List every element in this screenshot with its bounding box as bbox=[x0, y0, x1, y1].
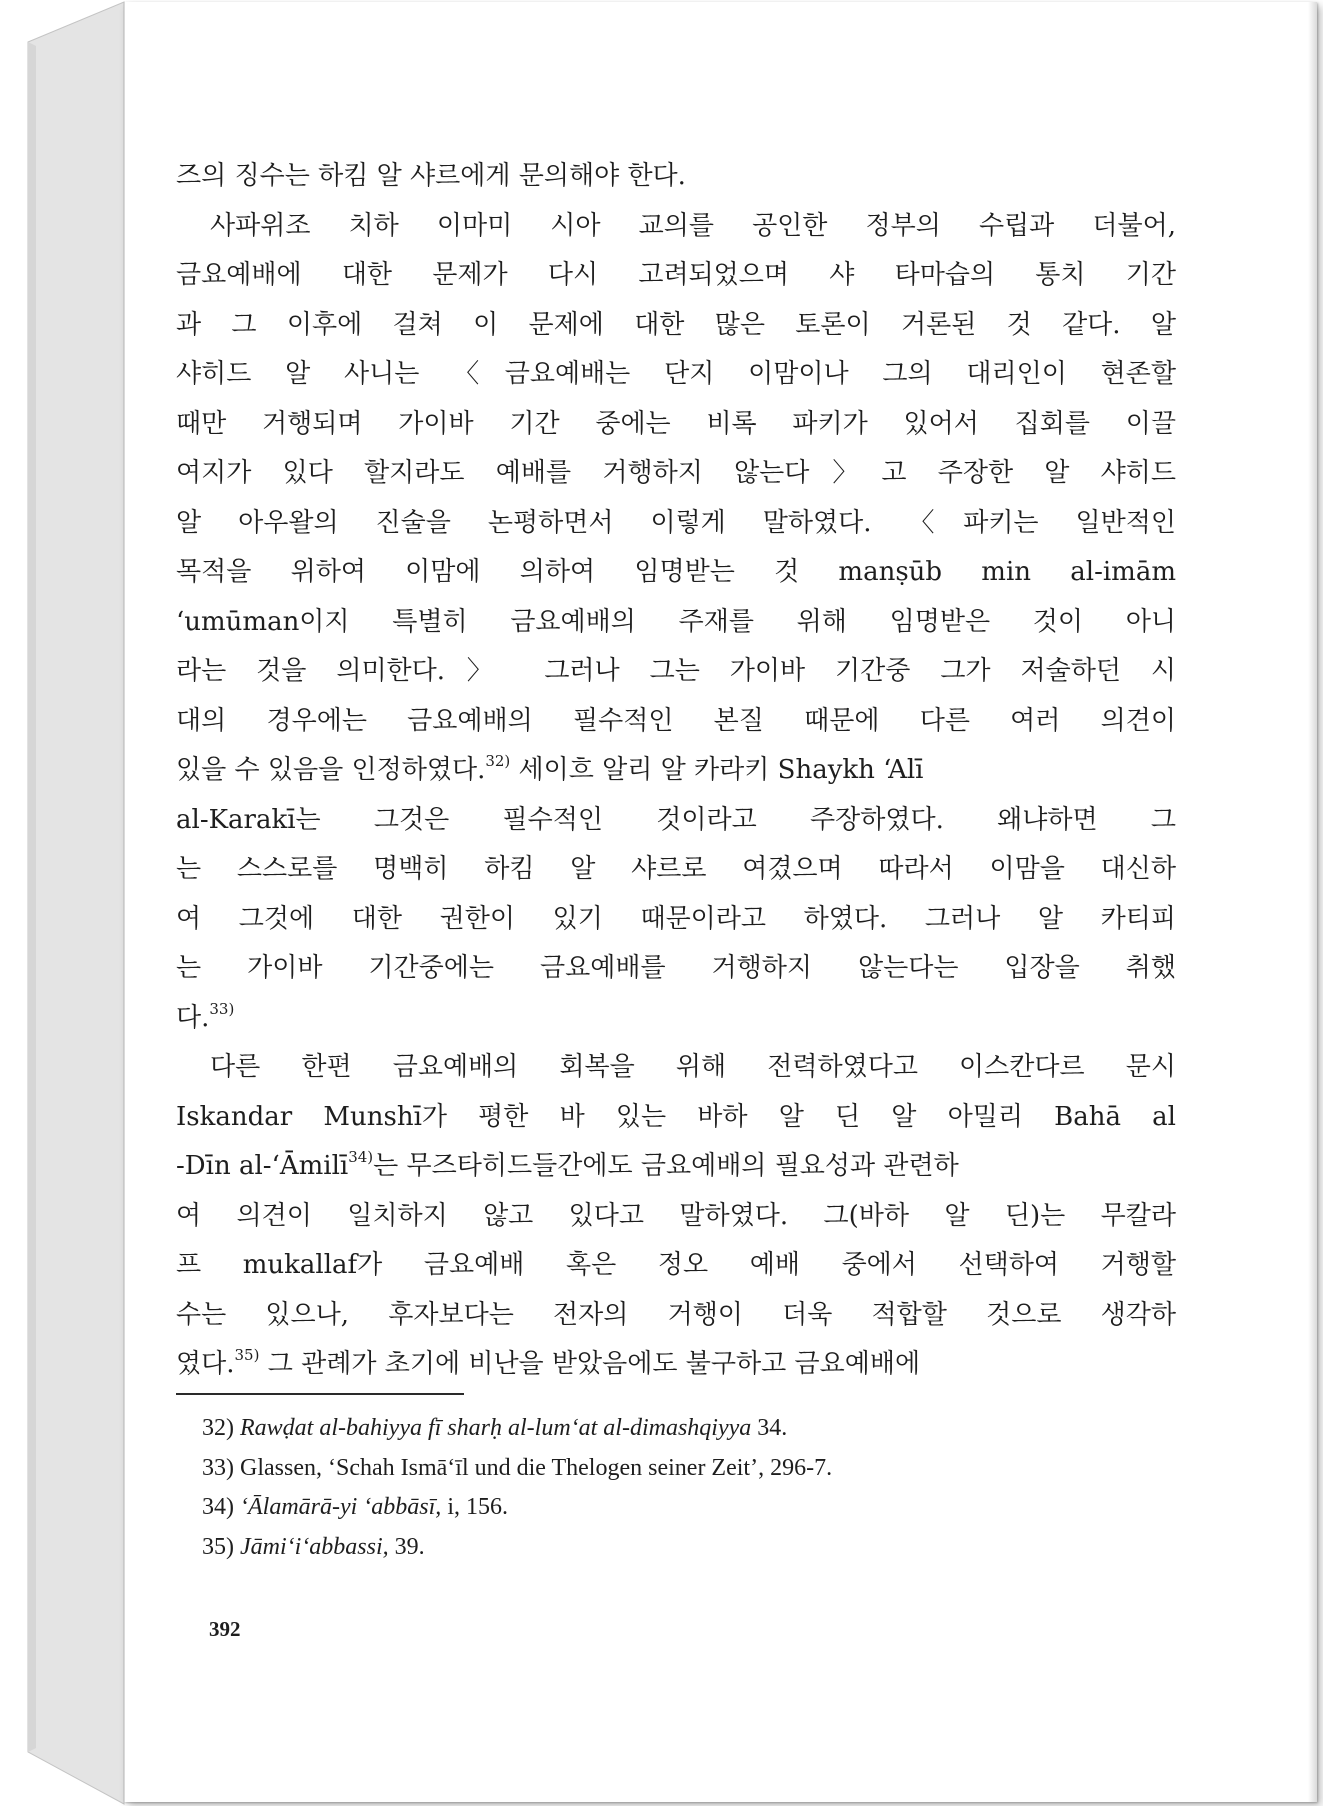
text-line: 샤히드 알 사니는 〈금요예배는 단지 이맘이나 그의 대리인이 현존할 bbox=[176, 359, 1176, 389]
footnote-detail: Glassen, ‘Schah Ismā‘īl und die Thelogen seiner Zeit’, 296-7. bbox=[240, 1454, 833, 1481]
text-segment: 그 관례가 초기에 비난을 받았음에도 불구하고 금요예배에 bbox=[259, 1349, 921, 1379]
footnotes bbox=[202, 1409, 1182, 1567]
text-line: 프 mukallaf가 금요예배 혹은 정오 예배 중에서 선택하여 거행할 bbox=[176, 1250, 1176, 1280]
page-edge-shading bbox=[1308, 2, 1317, 1802]
footnote-title: ‘Ālamārā-yi ‘abbāsī, bbox=[240, 1494, 442, 1520]
text-line: Iskandar Munshī가 평한 바 있는 바하 알 딘 알 아밀리 Bahā al bbox=[176, 1101, 1176, 1132]
text-line bbox=[176, 746, 1176, 796]
footnote-32 bbox=[202, 1409, 1182, 1449]
text-line bbox=[176, 1142, 1176, 1192]
footnote-title: Rawḍat al-bahiyya fī sharḥ al-lum‘at al-dimashqiyya bbox=[240, 1415, 752, 1441]
footnote-ref-35: 35) bbox=[234, 1346, 260, 1365]
text-segment: -Dīn al-‘Āmilī bbox=[176, 1151, 349, 1181]
text-line: 수는 있으나, 후자보다는 전자의 거행이 더욱 적합할 것으로 생각하 bbox=[176, 1299, 1176, 1330]
footnote-35 bbox=[202, 1528, 1182, 1568]
text-segment: 였다. bbox=[176, 1349, 235, 1379]
text-line: 라는 것을 의미한다.〉 그러나 그는 가이바 기간중 그가 저술하던 시 bbox=[176, 656, 1176, 686]
text-line: 여지가 있다 할지라도 예배를 거행하지 않는다〉고 주장한 알 샤히드 bbox=[176, 458, 1176, 488]
footnote-title: Jāmi‘i‘abbassi, bbox=[240, 1533, 389, 1560]
text-segment: 세이흐 알리 알 카라키 Shaykh ‘Alī bbox=[510, 755, 924, 785]
text-line: 사파위조 치하 이마미 시아 교의를 공인한 정부의 수립과 더불어, bbox=[210, 210, 1176, 241]
footnote-33 bbox=[202, 1449, 1182, 1489]
text-line: 금요예배에 대한 문제가 다시 고려되었으며 샤 타마습의 통치 기간 bbox=[176, 260, 1176, 290]
footnote-detail: 34. bbox=[751, 1415, 788, 1441]
footnote-ref-34: 34) bbox=[348, 1148, 374, 1167]
footnote-detail: 39. bbox=[388, 1533, 425, 1560]
footnote-number: 34) bbox=[202, 1494, 234, 1520]
text-segment: 다. bbox=[176, 1002, 210, 1033]
text-segment: 있을 수 있음을 인정하였다. bbox=[176, 755, 486, 785]
text-line: 는 가이바 기간중에는 금요예배를 거행하지 않는다는 입장을 취했 bbox=[176, 953, 1176, 983]
text-line: ‘umūman이지 특별히 금요예배의 주재를 위해 임명받은 것이 아니 bbox=[176, 606, 1176, 637]
text-line: 때만 거행되며 가이바 기간 중에는 비록 파키가 있어서 집회를 이끌 bbox=[176, 408, 1176, 439]
text-line: 는 스스로를 명백히 하킴 알 샤르로 여겼으며 따라서 이맘을 대신하 bbox=[176, 854, 1176, 884]
text-line: 알 아우왈의 진술을 논평하면서 이렇게 말하였다. 〈파키는 일반적인 bbox=[176, 507, 1176, 538]
text-line: 대의 경우에는 금요예배의 필수적인 본질 때문에 다른 여러 의견이 bbox=[176, 705, 1176, 736]
footnote-34 bbox=[202, 1488, 1182, 1528]
page-number: 392 bbox=[209, 1617, 241, 1641]
footnote-detail: i, 156. bbox=[441, 1494, 508, 1520]
book-spine-side bbox=[0, 0, 128, 1806]
footnote-number: 33) bbox=[202, 1454, 234, 1481]
text-line: 다른 한편 금요예배의 회복을 위해 전력하였다고 이스칸다르 문시 bbox=[210, 1052, 1176, 1082]
footnote-ref-32: 32) bbox=[485, 752, 511, 771]
footnote-ref-33: 33) bbox=[209, 999, 235, 1018]
text-segment: 는 무즈타히드들간에도 금요예배의 필요성과 관련하 bbox=[373, 1151, 959, 1181]
footnote-number: 32) bbox=[202, 1415, 234, 1441]
text-line: 과 그 이후에 걸쳐 이 문제에 대한 많은 토론이 거론된 것 같다. 알 bbox=[176, 309, 1176, 340]
text-line: al-Karakī는 그것은 필수적인 것이라고 주장하였다. 왜냐하면 그 bbox=[176, 804, 1176, 835]
text-line: 여 의견이 일치하지 않고 있다고 말하였다. 그(바하 알 딘)는 무칼라 bbox=[176, 1200, 1176, 1231]
text-line: 목적을 위하여 이맘에 의하여 임명받는 것 manṣūb min al-imām bbox=[176, 557, 1176, 587]
body-text bbox=[176, 152, 1176, 1390]
text-line bbox=[176, 1340, 1176, 1390]
text-line: 여 그것에 대한 권한이 있기 때문이라고 하였다. 그러나 알 카티피 bbox=[176, 903, 1176, 934]
footnote-number: 35) bbox=[202, 1533, 234, 1560]
footnote-rule bbox=[176, 1393, 464, 1395]
text-line bbox=[176, 994, 1176, 1044]
text-line: 즈의 징수는 하킴 알 샤르에게 문의해야 한다. bbox=[176, 161, 686, 191]
